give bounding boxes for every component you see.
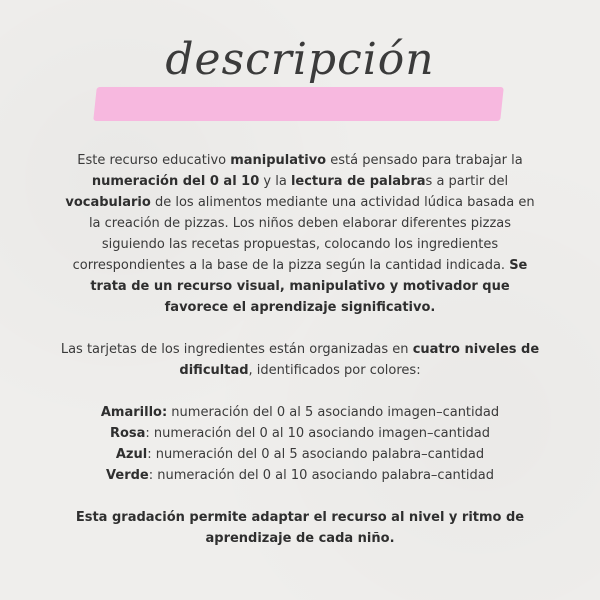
level-item [58, 402, 542, 423]
level-name: Azul [115, 447, 148, 462]
levels-intro-paragraph [58, 339, 542, 381]
page-title: descripción [165, 34, 435, 85]
text-run: s a partir del [425, 174, 509, 189]
description-body [58, 150, 542, 549]
level-description: numeración del 0 al 5 asociando imagen–cantidad [167, 405, 500, 420]
text-run: vocabulario [65, 195, 151, 210]
closing-paragraph [58, 507, 542, 549]
text-run: y la [259, 174, 291, 189]
level-item [58, 465, 542, 486]
text-run: Las tarjetas de los ingredientes están organizadas en [60, 342, 413, 357]
text-run: está pensado para trabajar la [326, 153, 523, 168]
level-name: Verde [106, 468, 149, 483]
text-run: Se trata de un recurso visual, manipulativo y motivador que favorece el aprendizaje significativo. [90, 258, 528, 315]
intro-paragraph [58, 150, 542, 318]
level-item [58, 423, 542, 444]
text-run: Este recurso educativo [77, 153, 231, 168]
level-name: Rosa [109, 426, 146, 441]
title-area [0, 24, 600, 104]
level-description: : numeración del 0 al 10 asociando palabra–cantidad [148, 468, 494, 483]
text-run: cuatro niveles de dificultad [179, 342, 540, 378]
level-item [58, 444, 542, 465]
text-run: de los alimentos mediante una actividad lúdica basada en la creación de pizzas. Los niños deben elaborar diferentes pizzas siguiendo las recetas propuestas, colocando los ingredientes correspondientes a la base de la pizza según la cantidad indicada. [72, 195, 535, 273]
level-name: Amarillo: [100, 405, 168, 420]
text-run: numeración del 0 al 10 [91, 174, 260, 189]
title-highlight [93, 87, 504, 121]
level-description: : numeración del 0 al 10 asociando imagen–cantidad [145, 426, 491, 441]
level-description: : numeración del 0 al 5 asociando palabra–cantidad [147, 447, 485, 462]
text-run: lectura de palabra [290, 174, 426, 189]
text-run: , identificados por colores: [248, 363, 421, 378]
levels-list [58, 402, 542, 486]
text-run: manipulativo [230, 153, 327, 168]
closing-text: Esta gradación permite adaptar el recurso al nivel y ritmo de aprendizaje de cada niño. [75, 510, 525, 546]
